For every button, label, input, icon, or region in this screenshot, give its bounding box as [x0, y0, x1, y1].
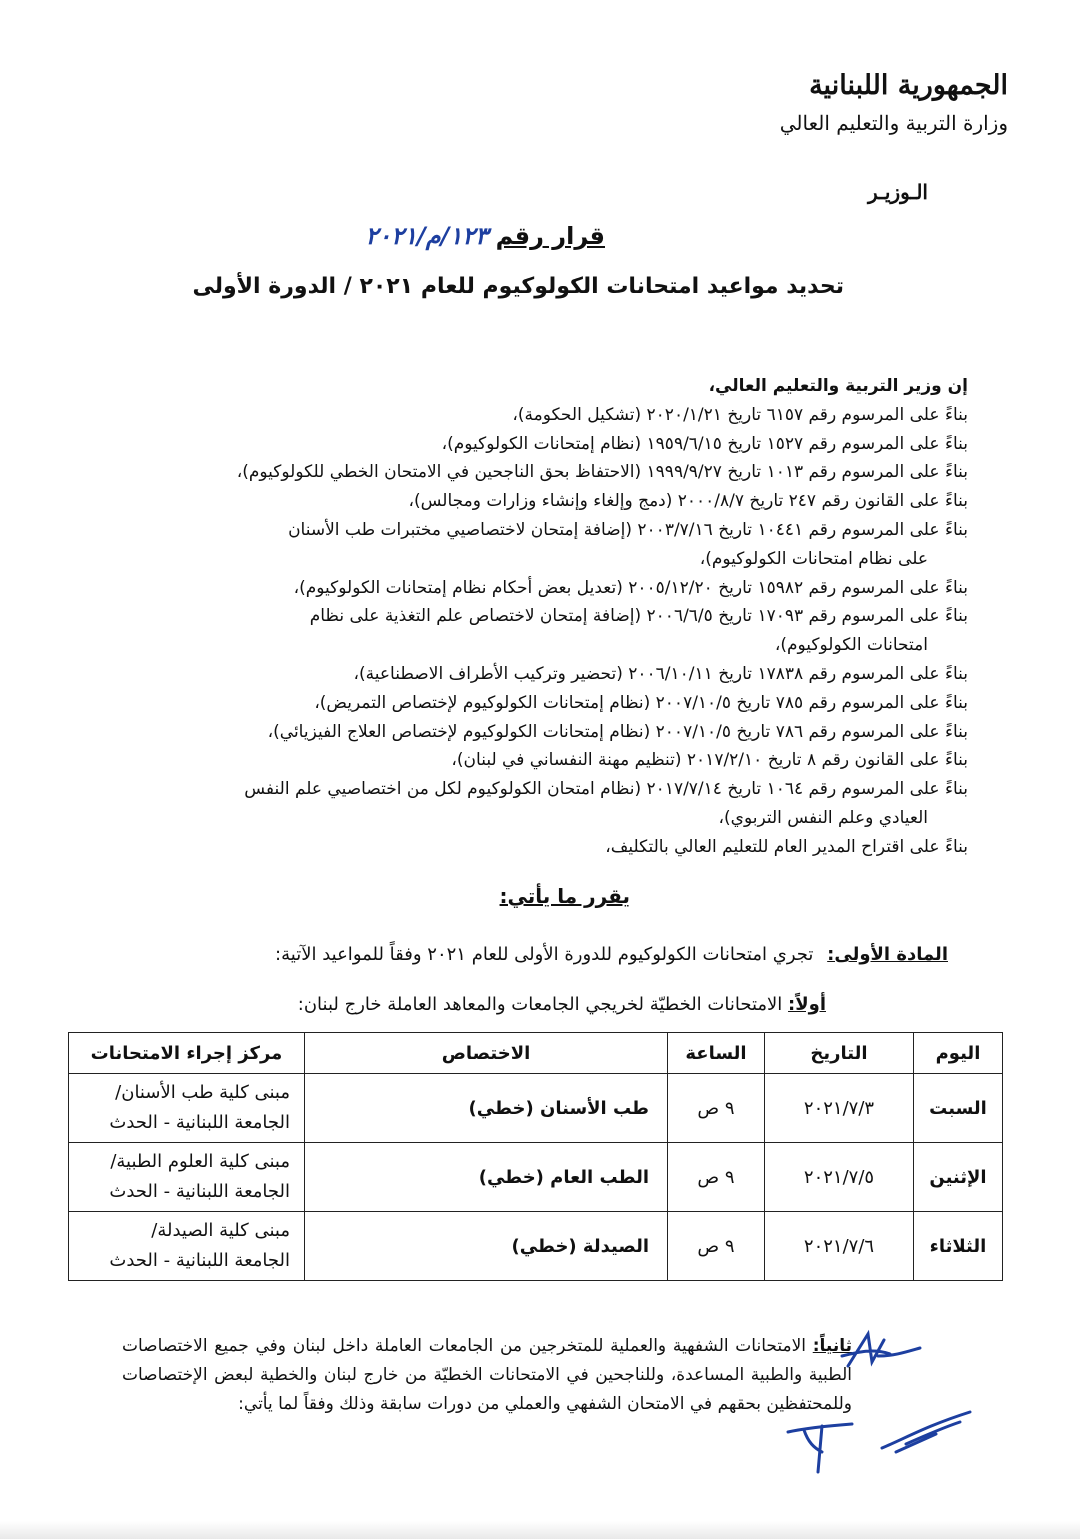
preamble-line: بناءً على المرسوم رقم ١٠٤٤١ تاريخ ٢٠٠٣/٧/١٦ (إضافة إمتحان لاختصاصيي مختبرات طب الأسنان: [288, 519, 968, 540]
center-line-1: مبنى كلية طب الأسنان/: [115, 1082, 290, 1103]
cell-day: السبت: [914, 1074, 1003, 1143]
section-first: [298, 994, 826, 1015]
cell-time: ٩ ص: [668, 1212, 765, 1281]
preamble-line: بناءً على المرسوم رقم ٧٨٥ تاريخ ٢٠٠٧/١٠/٥ (نظام إمتحانات الكولوكيوم لإختصاص التمريض)،: [314, 692, 968, 713]
preamble-line: بناءً على المرسوم رقم ١٧٠٩٣ تاريخ ٢٠٠٦/٦/٥ (إضافة إمتحان لاختصاص علم التغذية على نظام: [309, 606, 968, 627]
decision-label: قرار رقم: [495, 222, 605, 250]
cell-date: ٢٠٢١/٧/٥: [765, 1143, 914, 1212]
cell-center: [69, 1074, 305, 1143]
cell-specialty: الطب العام (خطي): [305, 1143, 668, 1212]
preamble-line: بناءً على القانون رقم ٢٤٧ تاريخ ٢٠٠٠/٨/٧ (دمج وإلغاء وإنشاء وزارات ومجالس)،: [408, 491, 968, 512]
decision-number: ١٢٣/م/٢٠٢١: [365, 222, 488, 250]
preamble-line: بناءً على المرسوم رقم ١٠١٣ تاريخ ١٩٩٩/٩/٢٧ (الاحتفاظ بحق الناجحين في الامتحان الخطي للكولوكيوم)،: [236, 462, 968, 483]
document-title: تحديد مواعيد امتحانات الكولوكيوم للعام ٢٠٢١ / الدورة الأولى: [192, 274, 844, 299]
cell-specialty: الصيدلة (خطي): [305, 1212, 668, 1281]
page-bottom-edge: [0, 1521, 1080, 1539]
exam-schedule-table: [68, 1032, 1003, 1281]
article-one: [275, 944, 948, 965]
preamble-line: بناءً على اقتراح المدير العام للتعليم العالي بالتكليف،: [605, 836, 968, 857]
table-row: [69, 1143, 1003, 1212]
preamble-line: بناءً على المرسوم رقم ٦١٥٧ تاريخ ٢٠٢٠/١/٢١ (تشكيل الحكومة)،: [512, 404, 968, 425]
cell-date: ٢٠٢١/٧/٣: [765, 1074, 914, 1143]
center-line-2: الجامعة اللبنانية - الحدث: [109, 1112, 290, 1133]
minister-label: الـوزيـر: [868, 180, 928, 204]
table-header-row: [69, 1033, 1003, 1074]
table-row: [69, 1212, 1003, 1281]
preamble-line: العيادي وعلم النفس التربوي)،: [718, 807, 928, 828]
preamble-line: امتحانات الكولوكيوم)،: [774, 635, 928, 656]
cell-day: الإثنين: [914, 1143, 1003, 1212]
cell-time: ٩ ص: [668, 1143, 765, 1212]
section-first-label: أولاً:: [788, 994, 826, 1015]
article-one-label: المادة الأولى:: [827, 944, 948, 965]
header-time: الساعة: [668, 1033, 765, 1074]
initials-mark-icon: [782, 1412, 862, 1476]
initials-signature-icon: [838, 1326, 924, 1374]
cell-time: ٩ ص: [668, 1074, 765, 1143]
decides-heading: يقرر ما يأتي:: [499, 884, 630, 908]
preamble-line: بناءً على المرسوم رقم ٧٨٦ تاريخ ٢٠٠٧/١٠/٥ (نظام إمتحانات الكولوكيوم لإختصاص العلاج الفيزيائي)،: [267, 721, 968, 742]
center-line-1: مبنى كلية الصيدلة/: [151, 1220, 290, 1241]
preamble-line: بناءً على المرسوم رقم ١٥٢٧ تاريخ ١٩٥٩/٦/١٥ (نظام إمتحانات الكولوكيوم)،: [441, 433, 968, 454]
center-line-2: الجامعة اللبنانية - الحدث: [109, 1250, 290, 1271]
cell-date: ٢٠٢١/٧/٦: [765, 1212, 914, 1281]
header-center: مركز إجراء الامتحانات: [69, 1033, 305, 1074]
ministry-name: وزارة التربية والتعليم العالي: [779, 111, 1008, 135]
letterhead: [780, 66, 1008, 204]
signature-icon: [876, 1408, 976, 1456]
preamble-line: على نظام امتحانات الكولوكيوم)،: [699, 548, 928, 569]
section-second-text: الامتحانات الشفهية والعملية للمتخرجين من الجامعات العاملة داخل لبنان وفي جميع الاختصاصات الطبية والطبية المساعدة، وللناجحين في الامتحانات الخطيّة من خارج لبنان والخطية لبعض الإختصاصات وللمحتفظين بحقهم في الامتحان الشفهي والعملي من دورات سابقة وذلك وفقاً لما يأتي:: [122, 1336, 852, 1414]
center-line-2: الجامعة اللبنانية - الحدث: [109, 1181, 290, 1202]
preamble-line: بناءً على المرسوم رقم ١٧٨٣٨ تاريخ ٢٠٠٦/١٠/١١ (تحضير وتركيب الأطراف الاصطناعية)،: [353, 663, 968, 684]
article-one-text: تجري امتحانات الكولوكيوم للدورة الأولى للعام ٢٠٢١ وفقاً للمواعيد الآتية:: [275, 944, 814, 965]
cell-center: [69, 1143, 305, 1212]
preamble-line: إن وزير التربية والتعليم العالي،: [708, 376, 968, 396]
table-row: [69, 1074, 1003, 1143]
preamble-line: بناءً على القانون رقم ٨ تاريخ ٢٠١٧/٢/١٠ (تنظيم مهنة النفساني في لبنان)،: [451, 750, 968, 771]
header-day: اليوم: [914, 1033, 1003, 1074]
header-date: التاريخ: [765, 1033, 914, 1074]
header-specialty: الاختصاص: [305, 1033, 668, 1074]
cell-specialty: طب الأسنان (خطي): [305, 1074, 668, 1143]
preamble: [98, 372, 968, 862]
preamble-line: بناءً على المرسوم رقم ١٠٦٤ تاريخ ٢٠١٧/٧/١٤ (نظام امتحان الكولوكيوم لكل من اختصاصيي علم النفس: [244, 779, 968, 800]
section-second: [122, 1332, 852, 1419]
center-line-1: مبنى كلية العلوم الطبية/: [110, 1151, 290, 1172]
preamble-line: بناءً على المرسوم رقم ١٥٩٨٢ تاريخ ٢٠٠٥/١٢/٢٠ (تعديل بعض أحكام نظام إمتحانات الكولوكيوم)،: [293, 577, 968, 598]
republic-name: الجمهورية اللبنانية: [809, 70, 1008, 101]
section-second-label: ثانياً:: [812, 1336, 852, 1356]
section-first-text: الامتحانات الخطيّة لخريجي الجامعات والمعاهد العاملة خارج لبنان:: [297, 994, 783, 1015]
cell-day: الثلاثاء: [914, 1212, 1003, 1281]
cell-center: [69, 1212, 305, 1281]
